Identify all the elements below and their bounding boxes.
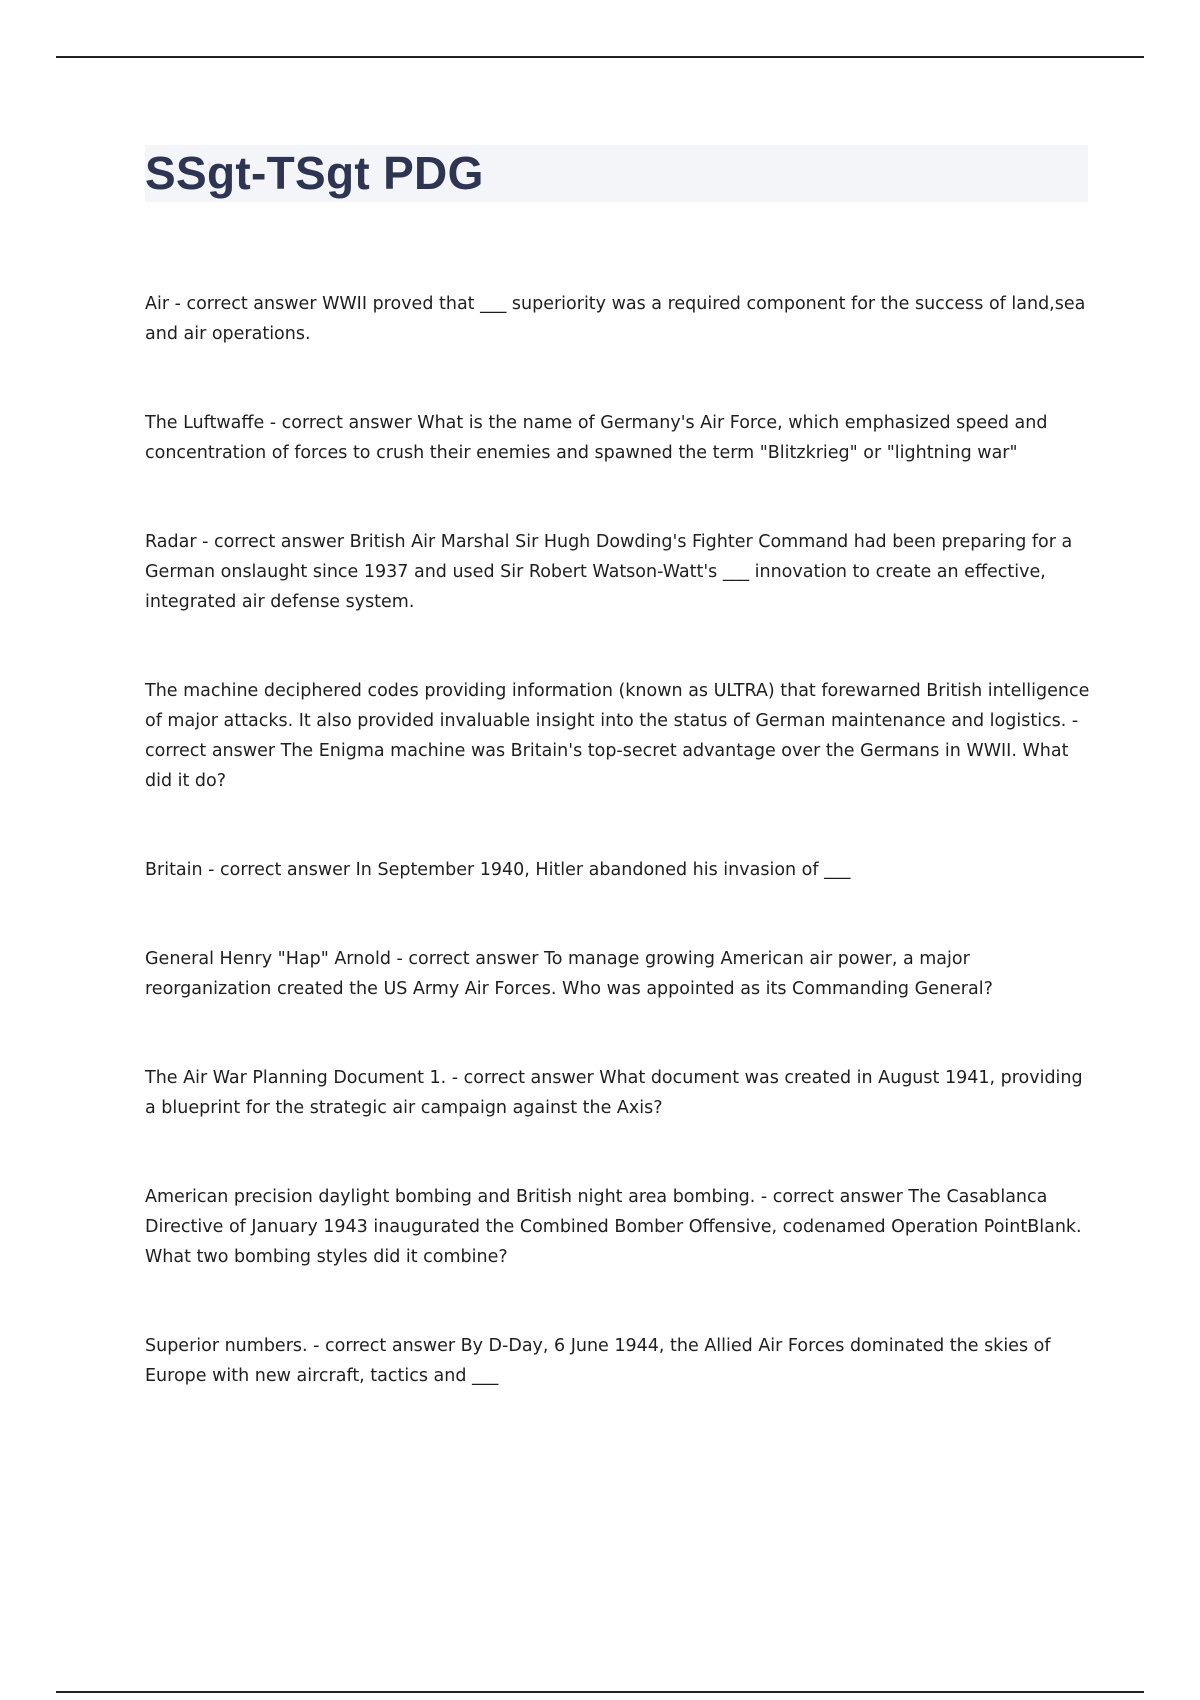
qa-item: Radar - correct answer British Air Marshal Sir Hugh Dowding's Fighter Command had been preparing for a German onslaught since 1937 and used Sir Robert Watson-Watt's ___ innovation to create an effective, integrated air defense system.	[145, 532, 1073, 612]
qa-item: The machine deciphered codes providing information (known as ULTRA) that forewarned British intelligence of major attacks. It also provided invaluable insight into the status of German maintenance and logistics. - correct answer The Enigma machine was Britain's top-secret advantage over the Germans in WWII. What did it do?	[145, 681, 1090, 791]
top-divider	[56, 56, 1144, 58]
qa-item: Superior numbers. - correct answer By D-Day, 6 June 1944, the Allied Air Forces dominated the skies of Europe with new aircraft, tactics and ___	[145, 1336, 1051, 1386]
qa-item: General Henry "Hap" Arnold - correct answer To manage growing American air power, a major reorganization created the US Army Air Forces. Who was appointed as its Commanding General?	[145, 949, 993, 999]
title-band	[145, 145, 1088, 202]
qa-item: Air - correct answer WWII proved that ___ superiority was a required component for the success of land,sea and air operations.	[145, 294, 1086, 344]
qa-item: Britain - correct answer In September 1940, Hitler abandoned his invasion of ___	[145, 860, 851, 880]
qa-item: The Air War Planning Document 1. - correct answer What document was created in August 1941, providing a blueprint for the strategic air campaign against the Axis?	[145, 1068, 1083, 1118]
document-title: SSgt-TSgt PDG	[145, 147, 484, 199]
bottom-divider	[56, 1691, 1144, 1693]
qa-item: The Luftwaffe - correct answer What is the name of Germany's Air Force, which emphasized speed and concentration of forces to crush their enemies and spawned the term "Blitzkrieg" or "lightning war"	[145, 413, 1048, 463]
qa-item: American precision daylight bombing and British night area bombing. - correct answer The Casablanca Directive of January 1943 inaugurated the Combined Bomber Offensive, codenamed Operation PointBlank. What two bombing styles did it combine?	[145, 1187, 1082, 1267]
qa-list	[145, 289, 1090, 1450]
